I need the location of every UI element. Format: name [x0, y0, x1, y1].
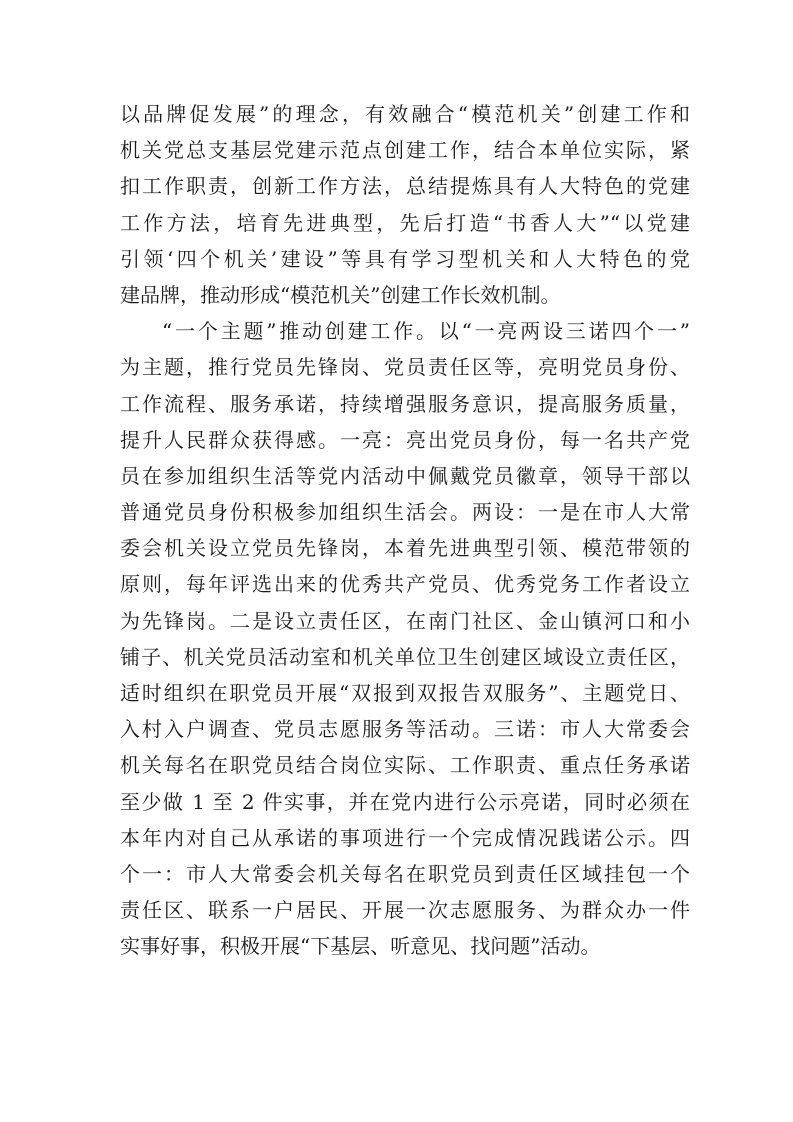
text-line: 入村入户调查、党员志愿服务等活动。三诺：市人大常委会: [120, 717, 690, 742]
text-line: 机关每名在职党员结合岗位实际、工作职责、重点任务承诺: [120, 753, 690, 778]
text-line: 建品牌，推动形成“模范机关”创建工作长效机制。: [120, 282, 561, 307]
text-line: 责任区、联系一户居民、开展一次志愿服务、为群众办一件: [120, 898, 690, 923]
text-line: 工作流程、服务承诺，持续增强服务意识，提高服务质量，: [120, 391, 690, 416]
body-text: [120, 96, 690, 965]
text-line: 为主题，推行党员先锋岗、党员责任区等，亮明党员身份、: [120, 355, 690, 380]
text-line: 提升人民群众获得感。一亮：亮出党员身份，每一名共产党: [120, 427, 690, 452]
text-line: 以品牌促发展”的理念，有效融合“模范机关”创建工作和: [120, 102, 690, 126]
text-line: 本年内对自己从承诺的事项进行一个完成情况践诺公示。四: [120, 825, 690, 850]
text-line: 引领‘四个机关’建设”等具有学习型机关和人大特色的党: [120, 246, 690, 271]
text-line: 工作方法，培育先进典型，先后打造“书香人大”“以党建: [120, 210, 690, 235]
paragraph-brand: [120, 96, 690, 313]
text-line: 铺子、机关党员活动室和机关单位卫生创建区域设立责任区，: [120, 644, 690, 669]
text-line: 扣工作职责，创新工作方法，总结提炼具有人大特色的党建: [120, 174, 690, 199]
text-line: 机关党总支基层党建示范点创建工作，结合本单位实际，紧: [120, 138, 690, 163]
text-line: 原则，每年评选出来的优秀共产党员、优秀党务工作者设立: [120, 572, 690, 597]
text-line: 适时组织在职党员开展“双报到双报告双服务”、主题党日、: [120, 681, 690, 705]
text-line: 员在参加组织生活等党内活动中佩戴党员徽章，领导干部以: [120, 463, 690, 488]
text-line: 个一：市人大常委会机关每名在职党员到责任区域挂包一个: [120, 861, 690, 886]
text-line: 委会机关设立党员先锋岗，本着先进典型引领、模范带领的: [120, 536, 690, 561]
text-line: 普通党员身份积极参加组织生活会。两设：一是在市人大常: [120, 500, 690, 525]
text-line: “一个主题”推动创建工作。以“一亮两设三诺四个一”: [162, 319, 690, 344]
paragraph-theme: [120, 313, 690, 964]
text-line: 实事好事，积极开展“下基层、听意见、找问题”活动。: [120, 934, 601, 959]
text-line: 为先锋岗。二是设立责任区，在南门社区、金山镇河口和小: [120, 608, 690, 633]
text-line: 至少做 1 至 2 件实事，并在党内进行公示亮诺，同时必须在: [120, 789, 690, 814]
